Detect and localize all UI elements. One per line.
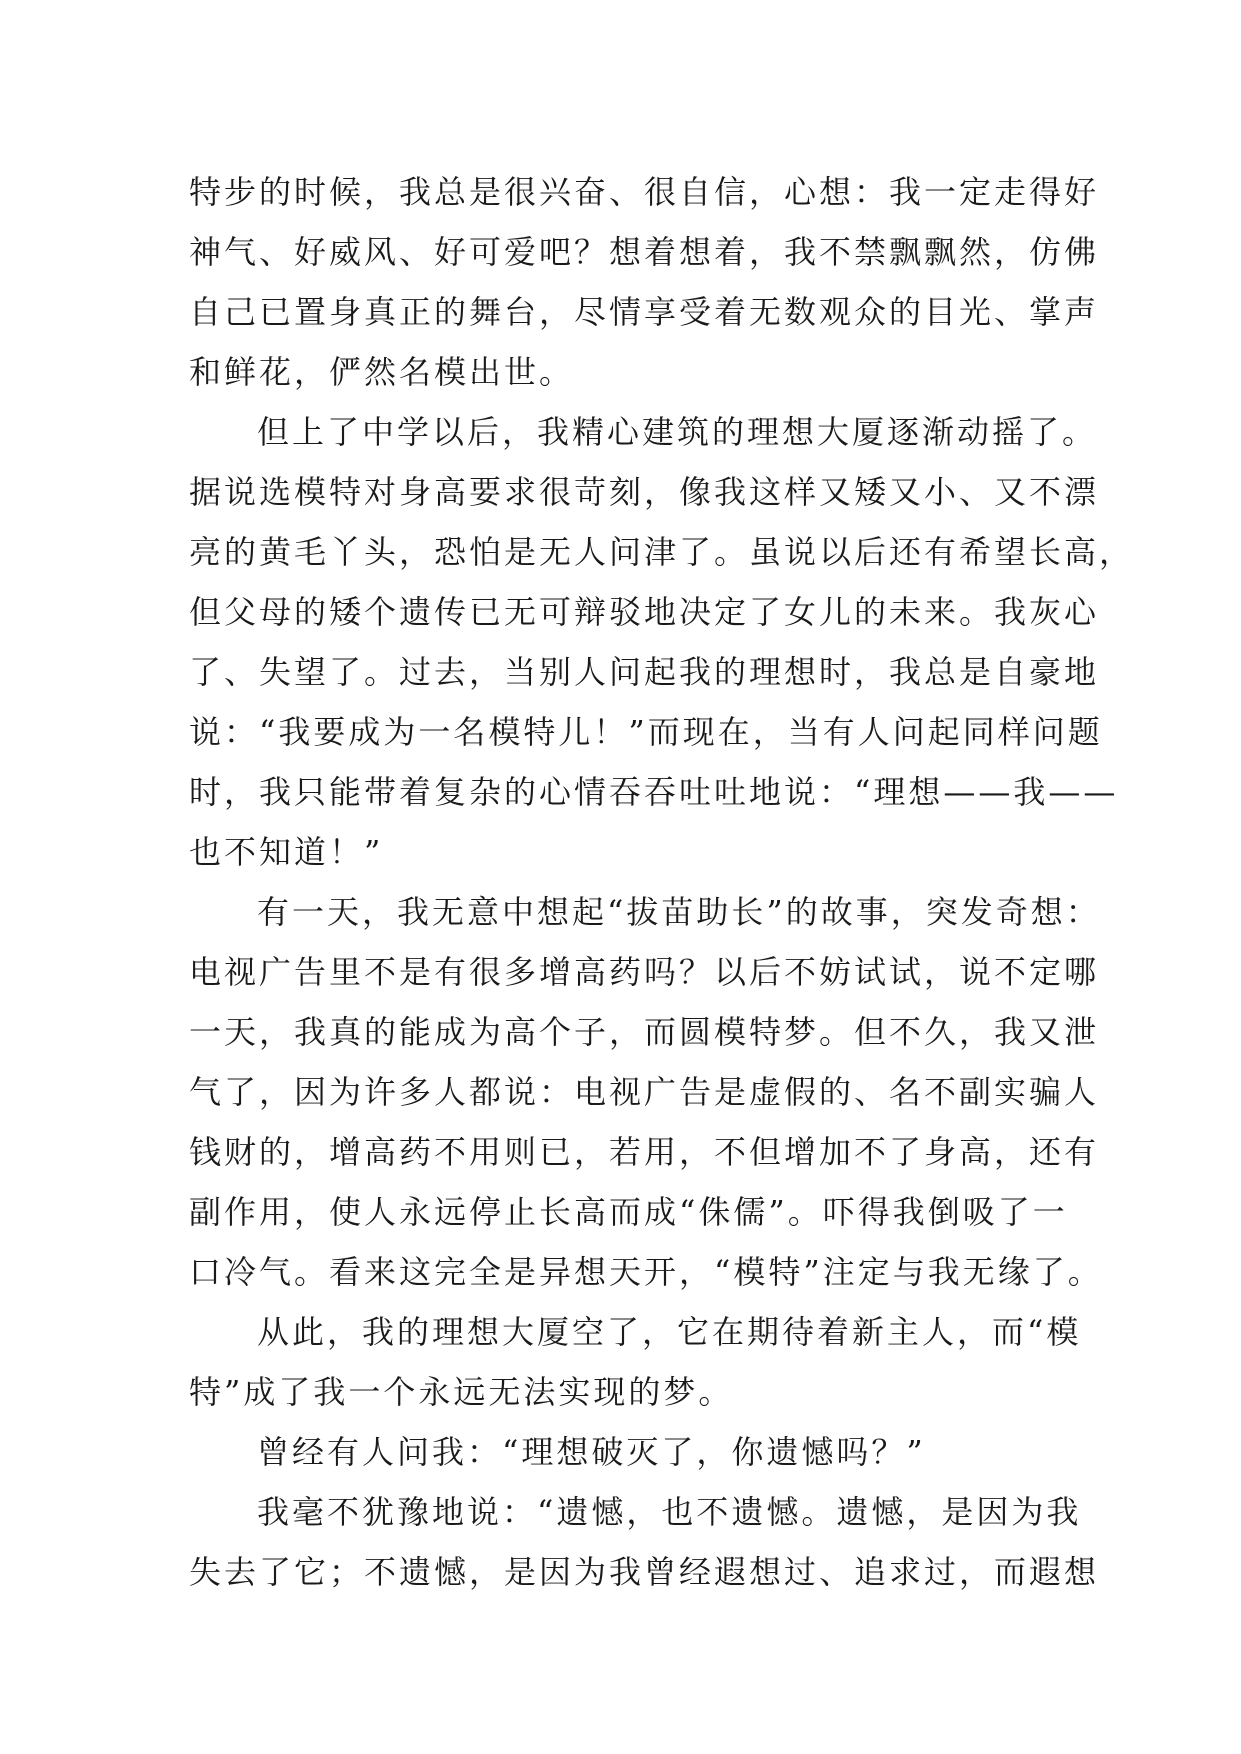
- text-line: 有一天，我无意中想起“拔苗助长”的故事，突发奇想：: [257, 893, 1101, 931]
- text-line: 神气、好威风、好可爱吧？想着想着，我不禁飘飘然，仿佛: [189, 233, 1100, 271]
- text-line: 失去了它；不遗憾，是因为我曾经遐想过、追求过，而遐想: [189, 1553, 1100, 1591]
- text-line: 说：“我要成为一名模特儿！”而现在，当有人问起同样问题: [189, 713, 1103, 751]
- body-text: [189, 162, 1135, 1602]
- text-line: 我毫不犹豫地说：“遗憾，也不遗憾。遗憾，是因为我: [257, 1493, 1082, 1531]
- text-line: 亮的黄毛丫头，恐怕是无人问津了。虽说以后还有希望长高，: [189, 533, 1135, 571]
- text-line: 特步的时候，我总是很兴奋、很自信，心想：我一定走得好: [189, 173, 1100, 211]
- text-line: 副作用，使人永远停止长高而成“侏儒”。吓得我倒吸了一: [189, 1193, 1068, 1231]
- text-line: 曾经有人问我：“理想破灭了，你遗憾吗？”: [257, 1433, 926, 1471]
- text-line: 但上了中学以后，我精心建筑的理想大厦逐渐动摇了。: [257, 413, 1098, 451]
- text-line: 电视广告里不是有很多增高药吗？以后不妨试试，说不定哪: [189, 953, 1100, 991]
- text-line: 据说选模特对身高要求很苛刻，像我这样又矮又小、又不漂: [189, 473, 1100, 511]
- text-line: 也不知道！”: [189, 833, 384, 871]
- text-line: 和鲜花，俨然名模出世。: [189, 353, 575, 391]
- text-line: 自己已置身真正的舞台，尽情享受着无数观众的目光、掌声: [189, 293, 1100, 331]
- text-line: 了、失望了。过去，当别人问起我的理想时，我总是自豪地: [189, 653, 1100, 691]
- text-line: 特”成了我一个永远无法实现的梦。: [189, 1373, 734, 1411]
- text-line: 口冷气。看来这完全是异想天开，“模特”注定与我无缘了。: [189, 1253, 1103, 1291]
- text-line: 一天，我真的能成为高个子，而圆模特梦。但不久，我又泄: [189, 1013, 1100, 1051]
- text-line: 钱财的，增高药不用则已，若用，不但增加不了身高，还有: [189, 1133, 1100, 1171]
- text-line: 时，我只能带着复杂的心情吞吞吐吐地说：“理想——我——: [189, 773, 1119, 811]
- text-line: 从此，我的理想大厦空了，它在期待着新主人，而“模: [257, 1313, 1082, 1351]
- text-line: 气了，因为许多人都说：电视广告是虚假的、名不副实骗人: [189, 1073, 1100, 1111]
- text-line: 但父母的矮个遗传已无可辩驳地决定了女儿的未来。我灰心: [189, 593, 1100, 631]
